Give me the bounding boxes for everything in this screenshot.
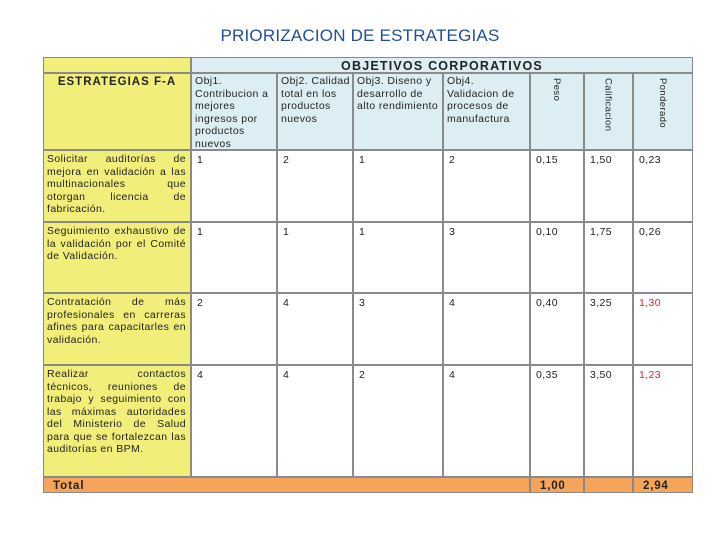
objective-header-2: Obj2. Calidad total en los productos nuevos — [277, 73, 353, 150]
row1-calificacion: 1,50 — [584, 150, 633, 222]
row2-obj1: 1 — [191, 222, 277, 293]
objective-header-4: Obj4. Validacion de procesos de manufactura — [443, 73, 530, 150]
row4-obj3: 2 — [353, 365, 443, 477]
row4-obj2: 4 — [277, 365, 353, 477]
row4-obj1: 4 — [191, 365, 277, 477]
row3-peso: 0,40 — [530, 293, 584, 365]
row4-peso: 0,35 — [530, 365, 584, 477]
total-peso: 1,00 — [530, 477, 584, 493]
strategy-cell-3: Contratación de más profesionales en carreras afines para capacitarles en validación. — [43, 293, 191, 365]
row3-obj3: 3 — [353, 293, 443, 365]
row2-peso: 0,10 — [530, 222, 584, 293]
total-ponderado: 2,94 — [633, 477, 693, 493]
row1-obj3: 1 — [353, 150, 443, 222]
row3-obj1: 2 — [191, 293, 277, 365]
peso-header: Peso — [530, 73, 584, 150]
objectives-group-header: OBJETIVOS CORPORATIVOS — [191, 57, 693, 73]
row4-calificacion: 3,50 — [584, 365, 633, 477]
row1-peso: 0,15 — [530, 150, 584, 222]
row2-obj3: 1 — [353, 222, 443, 293]
row2-ponderado: 0,26 — [633, 222, 693, 293]
total-label: Total — [43, 477, 530, 493]
row2-obj4: 3 — [443, 222, 530, 293]
calificacion-header: Calificacion — [584, 73, 633, 150]
strategy-cell-4: Realizar contactos técnicos, reuniones de trabajo y seguimiento con las máximas autoridades del Ministerio de Salud para que se fortalezcan las auditorías en BPM. — [43, 365, 191, 477]
row4-ponderado: 1,23 — [633, 365, 693, 477]
page-title: PRIORIZACION DE ESTRATEGIAS — [220, 26, 500, 45]
row1-obj1: 1 — [191, 150, 277, 222]
strategies-header: ESTRATEGIAS F-A — [43, 73, 191, 150]
strategy-cell-2: Seguimiento exhaustivo de la validación por el Comité de Validación. — [43, 222, 191, 293]
objective-header-3: Obj3. Diseno y desarrollo de alto rendimiento — [353, 73, 443, 150]
row3-obj4: 4 — [443, 293, 530, 365]
row1-obj2: 2 — [277, 150, 353, 222]
row1-ponderado: 0,23 — [633, 150, 693, 222]
row3-calificacion: 3,25 — [584, 293, 633, 365]
row2-obj2: 1 — [277, 222, 353, 293]
total-calificacion — [584, 477, 633, 493]
row2-calificacion: 1,75 — [584, 222, 633, 293]
row1-obj4: 2 — [443, 150, 530, 222]
row4-obj4: 4 — [443, 365, 530, 477]
row3-ponderado: 1,30 — [633, 293, 693, 365]
strategy-cell-1: Solicitar auditorías de mejora en validación a las multinacionales que otorgan licencia de fabricación. — [43, 150, 191, 222]
priority-table — [43, 57, 693, 493]
header-corner — [43, 57, 191, 73]
row3-obj2: 4 — [277, 293, 353, 365]
ponderado-header: Ponderado — [633, 73, 693, 150]
objective-header-1: Obj1. Contribucion a mejores ingresos por productos nuevos — [191, 73, 277, 150]
